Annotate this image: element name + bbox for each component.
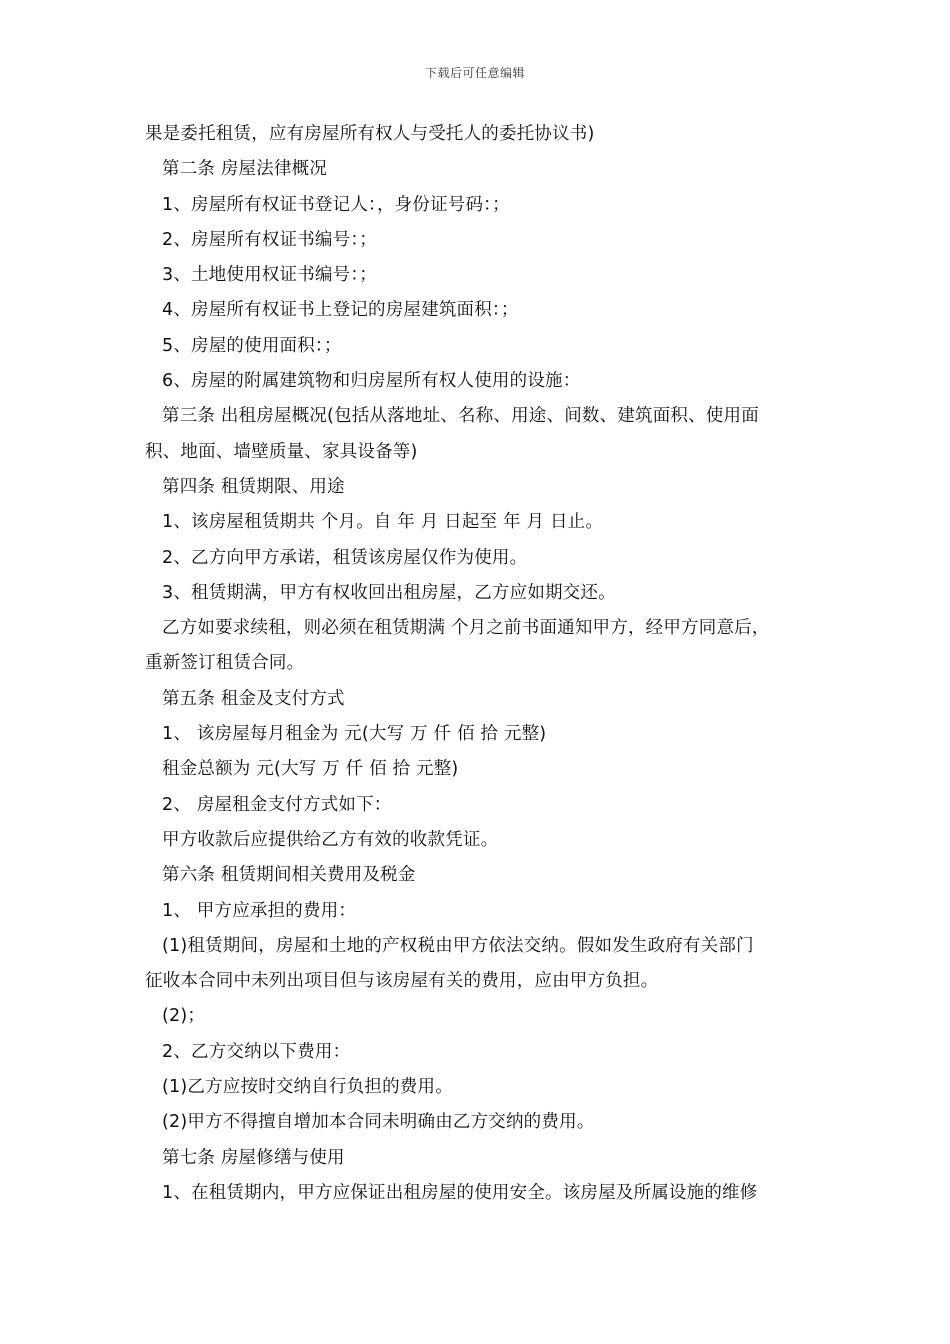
document-line: 4、房屋所有权证书上登记的房屋建筑面积：； [162,300,519,321]
document-line: 2、乙方交纳以下费用： [162,1041,351,1062]
document-line: 第三条 出租房屋概况(包括从落地址、名称、用途、间数、建筑面积、使用面 [162,406,759,427]
document-line: (2)； [162,1006,206,1027]
document-line: 1、 该房屋每月租金为 元(大写 万 仟 佰 拾 元整) [162,724,547,745]
document-line: 1、在租赁期内，甲方应保证出租房屋的使用安全。该房屋及所属设施的维修 [162,1182,758,1203]
page-header: 下载后可任意编辑 [424,66,525,80]
document-line: 果是委托租赁，应有房屋所有权人与受托人的委托协议书) [145,124,595,144]
document-body [145,117,815,1211]
document-line: 5、房屋的使用面积：； [162,335,342,356]
document-line: 1、房屋所有权证书登记人：，身份证号码：； [162,194,510,215]
document-line: 第二条 房屋法律概况 [162,159,328,180]
document-line: 第六条 租赁期间相关费用及税金 [162,865,416,886]
document-line: 第七条 房屋修缮与使用 [162,1147,345,1168]
document-line: (1)乙方应按时交纳自行负担的费用。 [162,1077,453,1098]
document-line: 1、 甲方应承担的费用： [162,900,357,921]
document-line: 乙方如要求续租，则必须在租赁期满 个月之前书面通知甲方，经甲方同意后， [162,618,770,639]
document-line: (1)租赁期间，房屋和土地的产权税由甲方依法交纳。假如发生政府有关部门 [162,935,754,956]
document-line: 2、房屋所有权证书编号：； [162,229,377,250]
document-line: 第五条 租金及支付方式 [162,688,345,709]
document-line: 租金总额为 元(大写 万 仟 佰 拾 元整) [162,759,459,780]
document-line: 2、乙方向甲方承诺，租赁该房屋仅作为使用。 [162,547,528,568]
document-line: 3、租赁期满，甲方有权收回出租房屋，乙方应如期交还。 [162,582,616,603]
document-line: 积、地面、墙壁质量、家具设备等) [145,441,418,462]
document-line: 6、房屋的附属建筑物和归房屋所有权人使用的设施： [162,371,581,392]
document-line: 3、土地使用权证书编号：； [162,265,377,286]
document-line: 甲方收款后应提供给乙方有效的收款凭证。 [162,829,499,850]
document-line: (2)甲方不得擅自增加本合同未明确由乙方交纳的费用。 [162,1112,595,1133]
document-line: 重新签订租赁合同。 [145,653,305,674]
document-line: 1、该房屋租赁期共 个月。自 年 月 日起至 年 月 日止。 [162,512,604,533]
document-line: 2、 房屋租金支付方式如下： [162,794,392,815]
document-line: 征收本合同中未列出项目但与该房屋有关的费用，应由甲方负担。 [145,971,659,992]
document-line: 第四条 租赁期限、用途 [162,476,345,497]
